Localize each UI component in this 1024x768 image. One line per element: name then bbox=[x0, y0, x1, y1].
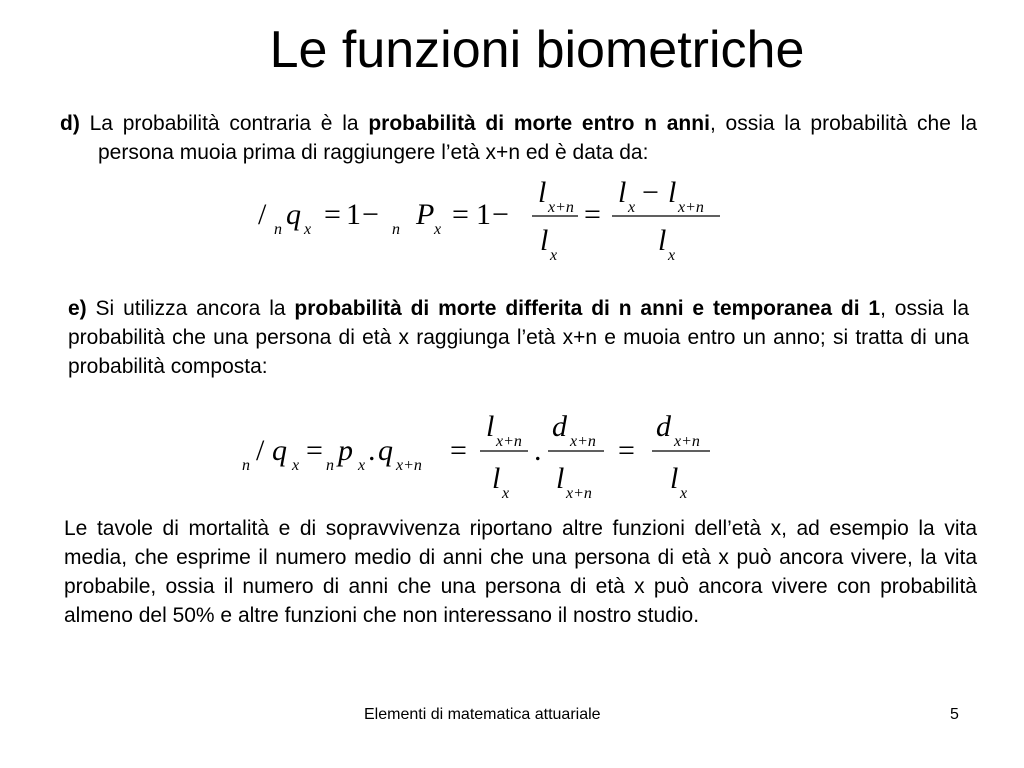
paragraph-e-text-after: , ossia la probabilità che una persona di età x raggiunga l’età x+n e muoia entro un anno; si tratta di una probabilità composta: bbox=[68, 297, 969, 378]
svg-text:=: = bbox=[618, 434, 635, 467]
svg-text:p: p bbox=[338, 434, 353, 467]
svg-text:n: n bbox=[274, 221, 282, 238]
svg-text:n: n bbox=[392, 221, 400, 238]
paragraph-e-label: e) bbox=[68, 297, 87, 320]
svg-text:d: d bbox=[552, 410, 567, 443]
svg-text:x: x bbox=[550, 247, 558, 264]
svg-text:/: / bbox=[256, 434, 265, 467]
footer-title: Elementi di matematica attuariale bbox=[364, 706, 601, 723]
svg-text:−: − bbox=[362, 198, 379, 231]
svg-text:l: l bbox=[670, 462, 679, 495]
formula-deferred-death-probability bbox=[236, 408, 726, 508]
page-number: 5 bbox=[950, 706, 959, 723]
svg-text:l: l bbox=[486, 410, 495, 443]
svg-text:.: . bbox=[368, 434, 376, 467]
svg-text:d: d bbox=[656, 410, 671, 443]
svg-text:l: l bbox=[668, 176, 677, 209]
svg-text:l: l bbox=[538, 176, 547, 209]
svg-text:=: = bbox=[324, 198, 341, 231]
paragraph-d-label: d) bbox=[60, 112, 80, 135]
paragraph-mortality-tables: Le tavole di mortalità e di sopravvivenza riportano altre funzioni dell’età x, ad esempio la vita media, che esprime il numero medio di anni che una persona di età x può ancora vivere, la vita probabile, ossia il numero di anni che una persona di età x può ancora vivere con probabilità almeno del 50% e altre funzioni che non interessano il nostro studio. bbox=[64, 517, 977, 627]
svg-text:x: x bbox=[358, 457, 366, 474]
svg-text:/: / bbox=[258, 198, 267, 231]
formula-deferred-death-probability-svg bbox=[236, 408, 726, 508]
svg-text:x: x bbox=[502, 485, 510, 502]
svg-text:x+n: x+n bbox=[570, 433, 596, 450]
svg-text:=: = bbox=[306, 434, 323, 467]
svg-text:q: q bbox=[378, 434, 393, 467]
svg-text:l: l bbox=[618, 176, 627, 209]
svg-text:=: = bbox=[584, 198, 601, 231]
paragraph-e-bold: probabilità di morte differita di n anni e temporanea di 1 bbox=[294, 297, 881, 320]
formula-death-probability bbox=[254, 176, 734, 272]
svg-text:.: . bbox=[534, 434, 542, 467]
formula-death-probability-svg bbox=[254, 176, 734, 272]
svg-text:x: x bbox=[668, 247, 676, 264]
svg-text:x+n: x+n bbox=[496, 433, 522, 450]
svg-text:q: q bbox=[286, 198, 301, 231]
svg-text:q: q bbox=[272, 434, 287, 467]
svg-text:x: x bbox=[680, 485, 688, 502]
svg-text:P: P bbox=[416, 198, 435, 231]
paragraph-d-bold: probabilità di morte entro n anni bbox=[368, 112, 710, 135]
svg-text:x+n: x+n bbox=[396, 457, 422, 474]
paragraph-d bbox=[60, 109, 977, 167]
svg-text:l: l bbox=[556, 462, 565, 495]
svg-text:l: l bbox=[658, 224, 667, 257]
svg-text:x+n: x+n bbox=[566, 485, 592, 502]
paragraph-e-text-before: Si utilizza ancora la bbox=[86, 297, 295, 320]
svg-text:1: 1 bbox=[346, 198, 361, 231]
svg-text:=: = bbox=[452, 198, 469, 231]
svg-text:n: n bbox=[326, 457, 334, 474]
svg-text:x+n: x+n bbox=[548, 199, 574, 216]
svg-text:−: − bbox=[642, 176, 659, 209]
svg-text:x+n: x+n bbox=[678, 199, 704, 216]
paragraph-d-text-before: La probabilità contraria è la bbox=[79, 112, 369, 135]
svg-text:l: l bbox=[492, 462, 501, 495]
svg-text:−: − bbox=[492, 198, 509, 231]
slide-title: Le funzioni biometriche bbox=[269, 21, 805, 79]
svg-text:x+n: x+n bbox=[674, 433, 700, 450]
svg-text:=: = bbox=[450, 434, 467, 467]
svg-text:x: x bbox=[434, 221, 442, 238]
svg-text:x: x bbox=[304, 221, 312, 238]
svg-text:x: x bbox=[628, 199, 636, 216]
svg-text:l: l bbox=[540, 224, 549, 257]
svg-text:n: n bbox=[242, 457, 250, 474]
svg-text:x: x bbox=[292, 457, 300, 474]
svg-text:1: 1 bbox=[476, 198, 491, 231]
paragraph-d-text-after: , ossia la probabilità che la persona muoia prima di raggiungere l’età x+n ed è data da: bbox=[98, 112, 978, 164]
paragraph-e bbox=[68, 294, 969, 381]
